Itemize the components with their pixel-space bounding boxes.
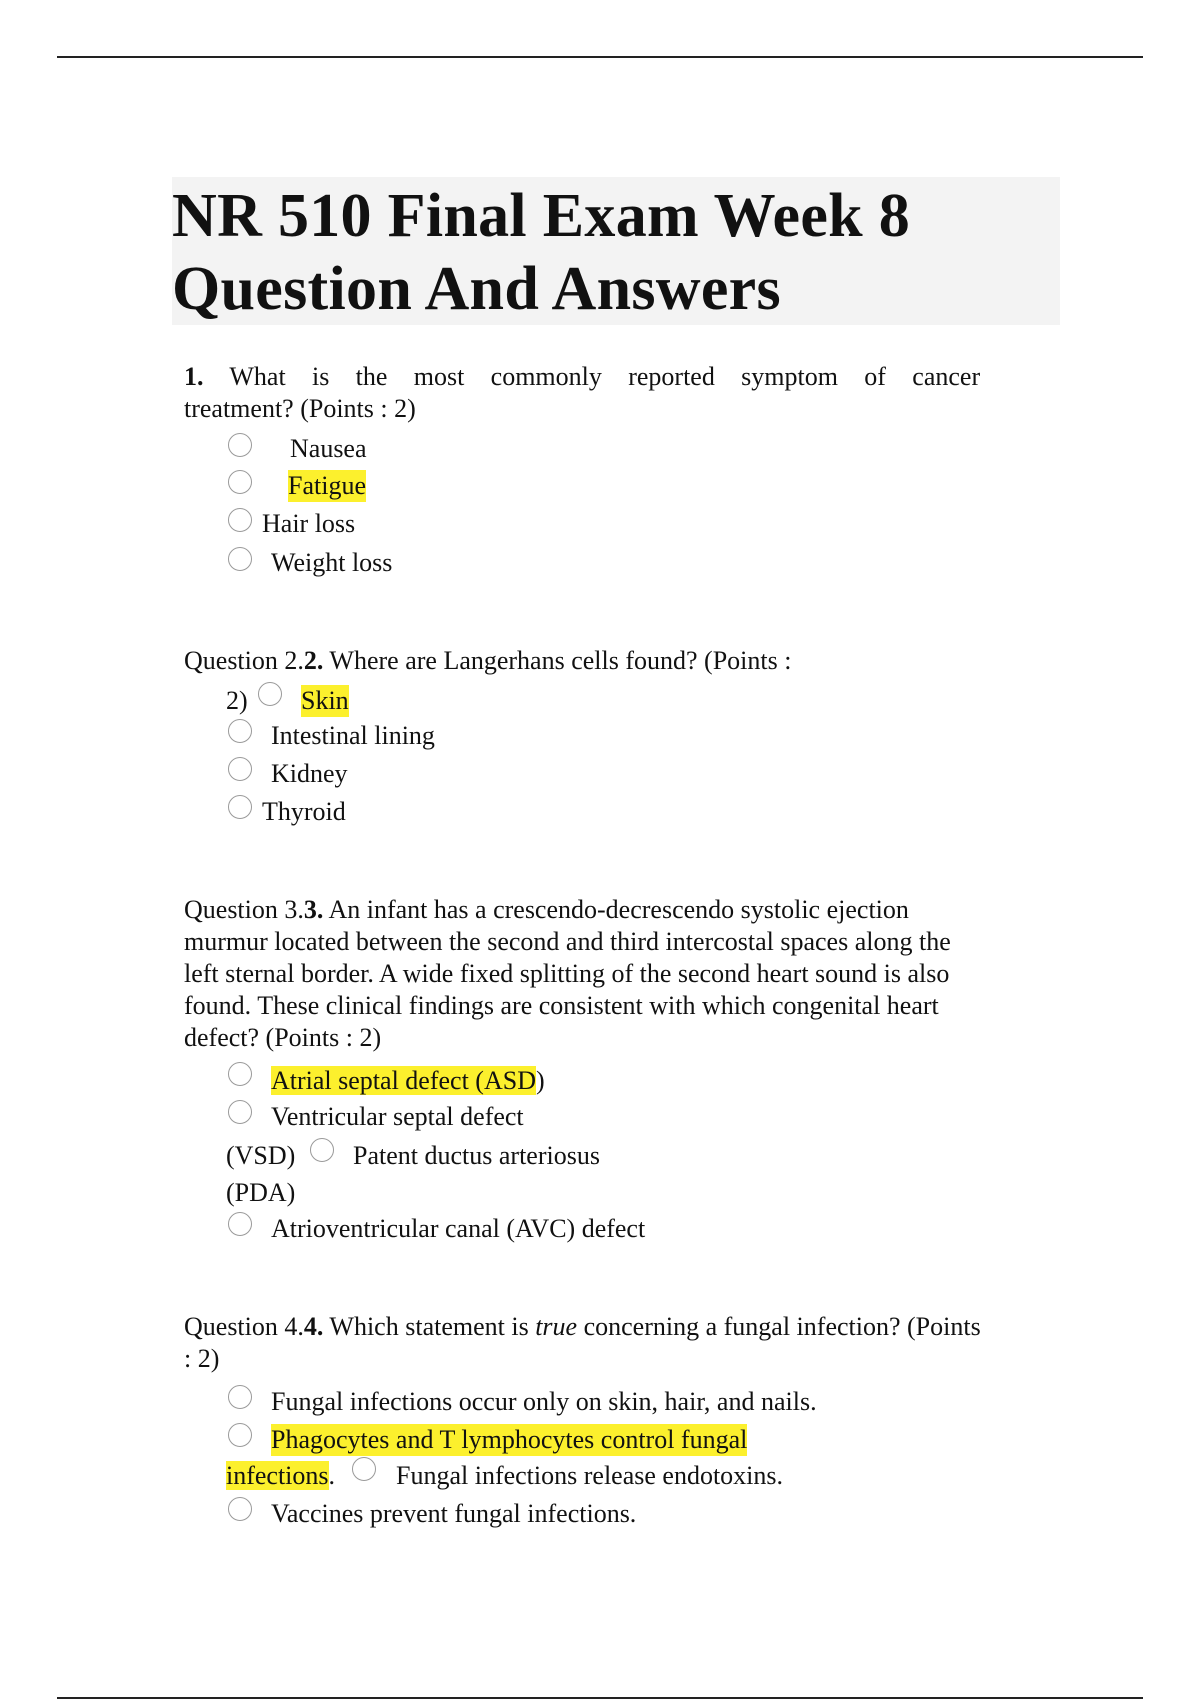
- question-1-stem: [184, 361, 980, 425]
- question-1-line2: treatment? (Points : 2): [184, 394, 416, 423]
- q2-option-intestinal-lining[interactable]: Intestinal lining: [271, 721, 435, 750]
- radio-button-icon[interactable]: [228, 1385, 252, 1409]
- q4-option-skin-hair-nails[interactable]: Fungal infections occur only on skin, hair, and nails.: [271, 1387, 817, 1416]
- radio-button-icon[interactable]: [228, 470, 252, 494]
- q3-option-vsd-continued: (VSD): [226, 1141, 296, 1170]
- question-3-line5: defect? (Points : 2): [184, 1023, 382, 1052]
- q3-option-asd-answer[interactable]: Atrial septal defect (ASD): [271, 1066, 545, 1095]
- question-3-stem: [184, 894, 1024, 1054]
- question-2-stem: Question 2.2. Where are Langerhans cells found? (Points :: [184, 646, 792, 675]
- q3-option-pda[interactable]: Patent ductus arteriosus: [353, 1141, 600, 1170]
- q1-option-nausea[interactable]: Nausea: [290, 434, 367, 463]
- q4-option-phagocytes-continued: infections.: [226, 1461, 336, 1490]
- radio-button-icon[interactable]: [228, 547, 252, 571]
- q2-option-kidney[interactable]: Kidney: [271, 759, 348, 788]
- question-4-line2: : 2): [184, 1344, 220, 1373]
- q3-option-vsd[interactable]: Ventricular septal defect: [271, 1102, 524, 1131]
- radio-button-icon[interactable]: [228, 719, 252, 743]
- q2-option-thyroid[interactable]: Thyroid: [262, 797, 346, 826]
- question-3-line4: found. These clinical findings are consistent with which congenital heart: [184, 991, 939, 1020]
- q4-option-phagocytes-answer[interactable]: Phagocytes and T lymphocytes control fungal: [271, 1425, 748, 1454]
- radio-button-icon[interactable]: [228, 1212, 252, 1236]
- radio-button-icon[interactable]: [228, 1497, 252, 1521]
- page-title: NR 510 Final Exam Week 8 Question And Answers: [172, 182, 911, 323]
- question-3-line1: Question 3.3. An infant has a crescendo-decrescendo systolic ejection: [184, 895, 909, 924]
- radio-button-icon[interactable]: [258, 682, 282, 706]
- radio-button-icon[interactable]: [228, 1100, 252, 1124]
- q1-option-fatigue-answer[interactable]: Fatigue: [288, 471, 366, 500]
- question-1-line1: 1. What is the most commonly reported symptom of cancer: [184, 362, 981, 391]
- q1-option-hair-loss[interactable]: Hair loss: [262, 509, 356, 538]
- question-2-points-tail: 2): [226, 686, 248, 715]
- q4-option-endotoxins[interactable]: Fungal infections release endotoxins.: [396, 1461, 784, 1490]
- q3-option-avc[interactable]: Atrioventricular canal (AVC) defect: [271, 1214, 646, 1243]
- question-4-stem: [184, 1311, 1064, 1375]
- radio-button-icon[interactable]: [228, 433, 252, 457]
- radio-button-icon[interactable]: [310, 1138, 334, 1162]
- radio-button-icon[interactable]: [228, 1423, 252, 1447]
- q1-option-weight-loss[interactable]: Weight loss: [271, 548, 393, 577]
- radio-button-icon[interactable]: [352, 1457, 376, 1481]
- radio-button-icon[interactable]: [228, 1062, 252, 1086]
- radio-button-icon[interactable]: [228, 795, 252, 819]
- q2-option-skin-answer[interactable]: Skin: [301, 686, 349, 715]
- q4-option-vaccines[interactable]: Vaccines prevent fungal infections.: [271, 1499, 637, 1528]
- question-4-line1: Question 4.4. Which statement is true concerning a fungal infection? (Points: [184, 1312, 981, 1341]
- title-banner: [172, 177, 1060, 325]
- top-rule: [57, 56, 1143, 58]
- radio-button-icon[interactable]: [228, 757, 252, 781]
- bottom-rule: [57, 1697, 1143, 1699]
- q3-option-pda-continued: (PDA): [226, 1178, 296, 1207]
- question-3-line3: left sternal border. A wide fixed splitting of the second heart sound is also: [184, 959, 950, 988]
- question-3-line2: murmur located between the second and third intercostal spaces along the: [184, 927, 951, 956]
- radio-button-icon[interactable]: [228, 508, 252, 532]
